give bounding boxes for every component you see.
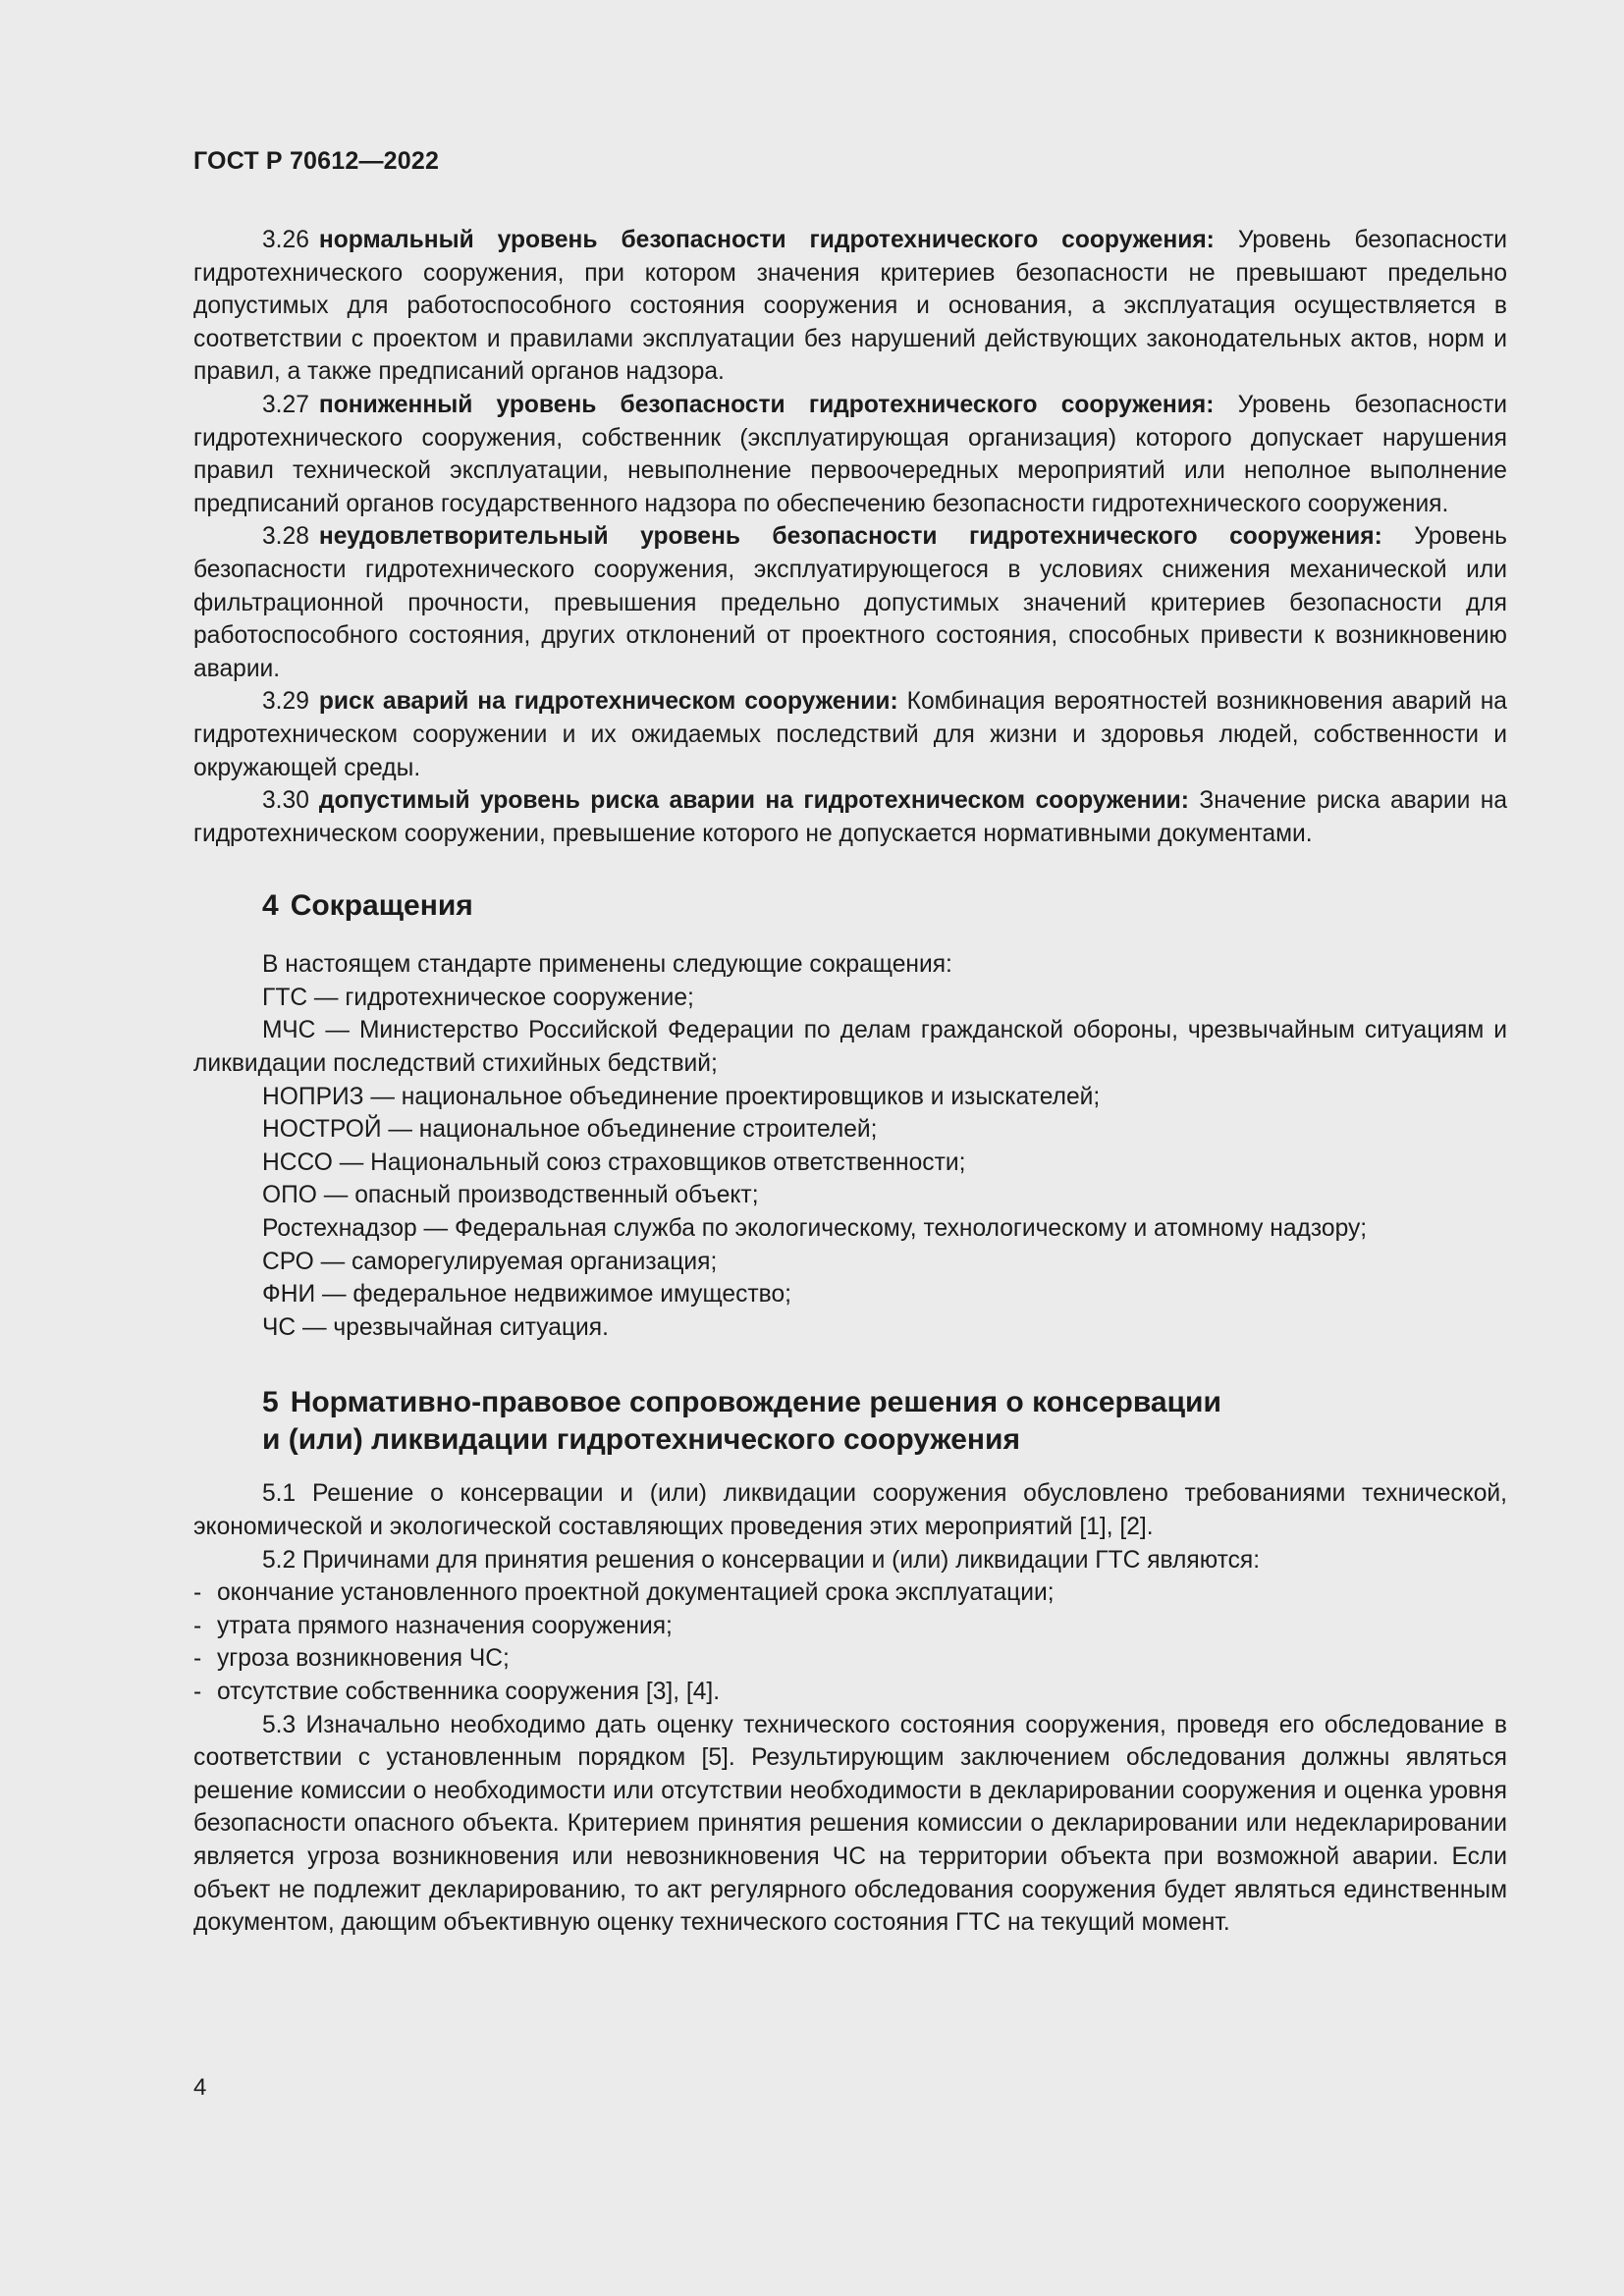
abbreviation-item: ГТС — гидротехническое сооружение; xyxy=(262,984,694,1011)
abbreviation-item: ЧС — чрезвычайная ситуация. xyxy=(262,1313,609,1341)
reason-text: отсутствие собственника сооружения [3], [4]. xyxy=(217,1678,721,1705)
section-number: 5 xyxy=(262,1386,279,1419)
reason-text: окончание установленного проектной документацией срока эксплуатации; xyxy=(217,1579,1055,1607)
abbreviations-intro: В настоящем стандарте применены следующие сокращения: xyxy=(262,951,952,979)
section-5-heading xyxy=(193,1384,1507,1459)
term-name: нормальный уровень безопасности гидротехнического сооружения: xyxy=(318,227,1215,253)
section-number: 4 xyxy=(262,889,279,923)
abbreviation-item: ОПО — опасный производственный объект; xyxy=(262,1182,759,1209)
term-definition: Уровень безопасности гидротехнического сооружения, при котором значения критериев безопасности не превышают предельно допустимых для работоспособного состояния сооружения и основания, а эксплуатация осуществляется в соответствии с проектом и правилами эксплуатации без нарушений действующих законодательных актов, норм и правил, а также предписаний органов надзора. xyxy=(193,227,1507,386)
reason-item xyxy=(193,1642,1507,1676)
abbreviation-item: ФНИ — федеральное недвижимое имущество; xyxy=(262,1281,791,1308)
abbreviation-item: МЧС — Министерство Российской Федерации по делам гражданской обороны, чрезвычайным ситуациям и ликвидации последствий стихийных бедствий; xyxy=(193,1017,1507,1078)
term-name: допустимый уровень риска аварии на гидротехническом сооружении: xyxy=(318,787,1189,815)
term-number: 3.28 xyxy=(262,523,309,551)
dash-bullet: - xyxy=(193,1612,202,1639)
reason-text: угроза возникновения ЧС; xyxy=(217,1645,510,1673)
term-definition: Уровень безопасности гидротехнического сооружения, эксплуатирующегося в условиях снижения механической или фильтрационной прочности, превышения предельно допустимых значений критериев безопасности для работоспособного состояния, других отклонений от проектного состояния, способных привести к возникновению аварии. xyxy=(193,523,1507,682)
reason-item xyxy=(193,1676,1507,1709)
paragraph-5-1: 5.1 Решение о консервации и (или) ликвидации сооружения обусловлено требованиями технической, экономической и экологической составляющих проведения этих мероприятий [1], [2]. xyxy=(193,1480,1507,1540)
reason-text: утрата прямого назначения сооружения; xyxy=(217,1612,673,1639)
section-title: Сокращения xyxy=(290,889,473,923)
abbreviation-item: НССО — Национальный союз страховщиков ответственности; xyxy=(262,1148,966,1176)
term-number: 3.30 xyxy=(262,787,309,815)
dash-bullet: - xyxy=(193,1645,202,1673)
term-number: 3.26 xyxy=(262,227,309,253)
abbreviation-item: Ростехнадзор — Федеральная служба по экологическому, технологическому и атомному надзору; xyxy=(262,1215,1368,1243)
term-3-29 xyxy=(193,685,1507,784)
section-title-line-1: Нормативно-правовое сопровождение решения о консервации xyxy=(290,1386,1221,1419)
term-definition: Комбинация вероятностей возникновения аварий на гидротехническом сооружении и их ожидаемых последствий для жизни и здоровья людей, собственности и окружающей среды. xyxy=(193,688,1507,781)
dash-bullet: - xyxy=(193,1678,202,1705)
term-name: риск аварий на гидротехническом сооружении: xyxy=(318,688,898,716)
term-definition: Уровень безопасности гидротехнического сооружения, собственник (эксплуатирующая организация) которого допускает нарушения правил технической эксплуатации, невыполнение первоочередных мероприятий или неполное выполнение предписаний органов государственного надзора по обеспечению безопасности гидротехнического сооружения. xyxy=(193,391,1507,517)
abbreviation-item: СРО — саморегулируемая организация; xyxy=(262,1248,718,1275)
term-3-28 xyxy=(193,520,1507,685)
term-number: 3.27 xyxy=(262,391,309,418)
dash-bullet: - xyxy=(193,1579,202,1607)
paragraph-5-2: 5.2 Причинами для принятия решения о консервации и (или) ликвидации ГТС являются: xyxy=(262,1546,1261,1574)
abbreviation-item: НОПРИЗ — национальное объединение проектировщиков и изыскателей; xyxy=(262,1083,1101,1110)
term-name: пониженный уровень безопасности гидротехнического сооружения: xyxy=(318,391,1215,418)
term-3-26 xyxy=(193,224,1507,389)
page-content xyxy=(193,224,1507,1940)
section-4-heading xyxy=(193,887,1507,925)
page-number: 4 xyxy=(193,2074,207,2101)
reason-item xyxy=(193,1610,1507,1643)
section-title-line-2: и (или) ликвидации гидротехнического сооружения xyxy=(262,1423,1020,1457)
term-3-27 xyxy=(193,389,1507,520)
term-definition: Значение риска аварии на гидротехническом сооружении, превышение которого не допускается нормативными документами. xyxy=(193,787,1507,847)
abbreviation-item: НОСТРОЙ — национальное объединение строителей; xyxy=(262,1116,878,1144)
reason-item xyxy=(193,1576,1507,1610)
term-number: 3.29 xyxy=(262,688,309,716)
term-name: неудовлетворительный уровень безопасности гидротехнического сооружения: xyxy=(318,523,1382,551)
term-3-30 xyxy=(193,784,1507,850)
paragraph-5-3: 5.3 Изначально необходимо дать оценку технического состояния сооружения, проведя его обследование в соответствии с установленным порядком [5]. Результирующим заключением обследования должны являться решение комиссии о необходимости или отсутствии необходимости в декларировании сооружения и оценка уровня безопасности опасного объекта. Критерием принятия решения комиссии о декларировании или недекларировании является угроза возникновения или невозникновения ЧС на территории объекта при возможной аварии. Если объект не подлежит декларированию, то акт регулярного обследования сооружения будет являться единственным документом, дающим объективную оценку технического состояния ГТС на текущий момент. xyxy=(193,1711,1507,1937)
running-header: ГОСТ Р 70612—2022 xyxy=(193,147,440,175)
